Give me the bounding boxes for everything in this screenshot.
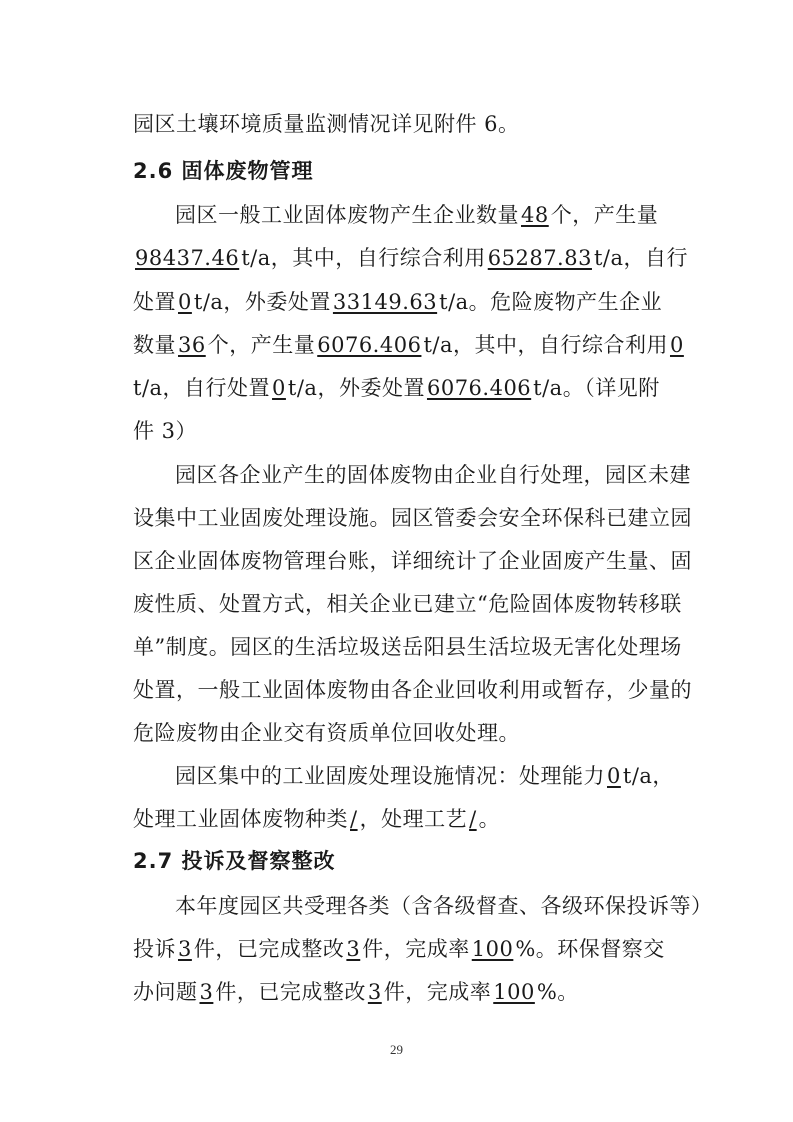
s26-p2-line2: 设集中工业固废处理设施。园区管委会安全环保科已建立园 <box>133 506 692 530</box>
text: 。 <box>478 807 501 831</box>
s26-p2-line7: 危险废物由企业交有资质单位回收处理。 <box>133 721 520 745</box>
s26-p2-line5: 单”制度。园区的生活垃圾送岳阳县生活垃圾无害化处理场 <box>133 635 682 659</box>
text: t/a，其中，自行综合利用 <box>423 333 668 357</box>
s27-p1-line1: 本年度园区共受理各类（含各级督查、各级环保投诉等） <box>175 894 713 918</box>
text: t/a，自行处置 <box>133 376 271 400</box>
s26-p2-line1: 园区各企业产生的固体废物由企业自行处理，园区未建 <box>175 463 691 487</box>
text: %。环保督察交 <box>515 937 665 961</box>
text: t/a，其中，自行综合利用 <box>241 246 486 270</box>
text: t/a，外委处置 <box>193 290 331 314</box>
section-2-7-heading: 2.7 投诉及督察整改 <box>133 849 336 873</box>
text: 个，产生量 <box>550 203 659 227</box>
s26-p1-line5 <box>133 374 660 402</box>
text: 投诉 <box>133 937 176 961</box>
text: 个，产生量 <box>207 333 316 357</box>
value-issues-rate: 100 <box>493 980 535 1004</box>
text: t/a， <box>622 764 674 788</box>
value-fixed: 3 <box>346 937 361 961</box>
s26-p2-line3: 区企业固体废物管理台账，详细统计了企业固废产生量、固 <box>133 549 692 573</box>
value-issues-fixed: 3 <box>367 980 382 1004</box>
value-companies: 48 <box>521 203 549 227</box>
s27-p1-line3 <box>133 978 579 1006</box>
text: 件，已完成整改 <box>215 980 366 1004</box>
value-rate: 100 <box>471 937 514 961</box>
text: 件，已完成整改 <box>193 937 345 961</box>
text: 处理工业固体废物种类 <box>133 807 348 831</box>
s26-p2-line4: 废性质、处置方式，相关企业已建立“危险固体废物转移联 <box>133 592 682 616</box>
value-haz-companies: 36 <box>178 333 206 357</box>
value-haz-self-use: 0 <box>669 333 684 357</box>
s26-p1-line6: 件 3） <box>133 419 198 443</box>
value-process: / <box>469 807 477 831</box>
text: 件，完成率 <box>383 980 492 1004</box>
value-haz-self-dispose: 0 <box>272 376 286 400</box>
text: 园区集中的工业固废处理设施情况：处理能力 <box>175 764 605 788</box>
s26-p1-line4 <box>133 331 686 359</box>
value-capacity: 0 <box>607 764 621 788</box>
value-self-use: 65287.83 <box>487 246 592 270</box>
text: t/a，外委处置 <box>287 376 425 400</box>
value-haz-output: 6076.406 <box>317 333 422 357</box>
section-2-6-heading: 2.6 固体废物管理 <box>133 159 314 183</box>
page-number: 29 <box>390 1042 403 1057</box>
value-haz-outsourced: 6076.406 <box>426 376 532 400</box>
value-complaints: 3 <box>178 937 192 961</box>
value-outsourced: 33149.63 <box>332 290 438 314</box>
value-self-dispose: 0 <box>178 290 192 314</box>
intro-line: 园区土壤环境质量监测情况详见附件 6。 <box>133 112 520 136</box>
value-issues: 3 <box>199 980 214 1004</box>
text: 办问题 <box>133 980 198 1004</box>
text: t/a，自行 <box>593 246 688 270</box>
text: ，处理工艺 <box>359 807 468 831</box>
text: 园区一般工业固体废物产生企业数量 <box>175 203 519 227</box>
s26-p1-line1 <box>175 201 658 229</box>
s26-p1-line2 <box>133 244 688 272</box>
text: 数量 <box>133 333 176 357</box>
text: 件，完成率 <box>362 937 470 961</box>
text: t/a。危险废物产生企业 <box>439 290 663 314</box>
value-output: 98437.46 <box>135 246 240 270</box>
text: %。 <box>536 980 579 1004</box>
text: t/a。（详见附 <box>533 376 660 400</box>
s26-p1-line3 <box>133 288 662 316</box>
s26-p3-line2 <box>133 805 500 833</box>
value-types: / <box>350 807 358 831</box>
s26-p3-line1 <box>175 762 674 790</box>
s27-p1-line2 <box>133 935 665 963</box>
text: 处置 <box>133 290 176 314</box>
s26-p2-line6: 处置，一般工业固体废物由各企业回收利用或暂存，少量的 <box>133 678 692 702</box>
